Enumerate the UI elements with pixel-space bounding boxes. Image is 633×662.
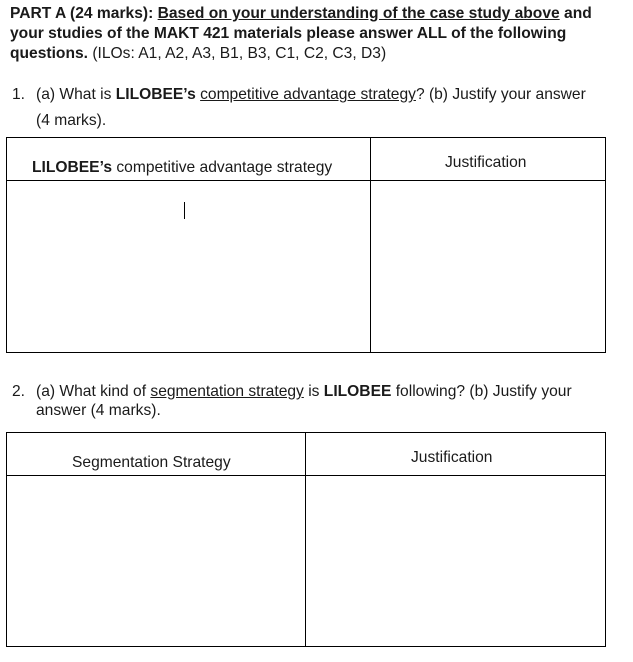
question-2-line-1: [36, 383, 572, 401]
table1-header-justification-text: Justification: [445, 154, 527, 171]
question-1-line-1: [36, 86, 586, 104]
table2-header-segmentation: [7, 433, 306, 476]
instructions-underlined: Based on your understanding of the case study above: [157, 5, 560, 22]
table1-header-strategy-text: [32, 159, 332, 177]
q1-prefix: (a) What is: [36, 86, 112, 103]
table1-justification-answer-cell[interactable]: [371, 181, 606, 353]
answer-table-2: [6, 432, 606, 647]
question-2-number: 2.: [12, 383, 26, 400]
q1-suffix: ? (b) Justify your answer: [415, 86, 586, 103]
q2-mid: is: [308, 383, 320, 400]
q2-prefix: (a) What kind of: [36, 383, 147, 400]
question-1-marks: (4 marks).: [36, 112, 107, 129]
table1-header-justification: [371, 138, 606, 181]
question-2-line-2: answer (4 marks).: [36, 402, 161, 419]
table2-header-justification-text: Justification: [411, 449, 493, 466]
question-1: [12, 86, 612, 136]
table2-segmentation-answer-cell[interactable]: [7, 476, 306, 647]
table1-strategy-answer-cell[interactable]: [7, 181, 371, 353]
table2-justification-answer-cell[interactable]: [306, 476, 606, 647]
question-1-number: 1.: [12, 86, 26, 103]
table1-header-label: competitive advantage strategy: [116, 159, 333, 176]
table1-header-brand: LILOBEE’s: [32, 159, 113, 176]
q1-brand: LILOBEE’s: [115, 86, 196, 103]
table1-header-strategy: [7, 138, 371, 181]
q2-suffix: following? (b) Justify your: [395, 383, 572, 400]
question-2: [12, 383, 612, 423]
q2-term: segmentation strategy: [150, 383, 304, 400]
answer-table-1: [6, 137, 606, 353]
part-heading: PART A (24 marks):: [10, 5, 154, 22]
q1-term: competitive advantage strategy: [200, 86, 416, 103]
instructions-and: and: [564, 5, 592, 22]
instructions-bold-text: your studies of the MAKT 421 materials please answer ALL of the following questions.: [10, 25, 567, 62]
table2-header-justification: [306, 433, 606, 476]
q2-brand: LILOBEE: [323, 383, 392, 400]
ilos-text: (ILOs: A1, A2, A3, B1, B3, C1, C2, C3, D3): [92, 45, 387, 62]
instructions-paragraph: [10, 4, 625, 64]
table2-header-segmentation-text: Segmentation Strategy: [72, 454, 231, 471]
text-cursor: [184, 202, 185, 219]
